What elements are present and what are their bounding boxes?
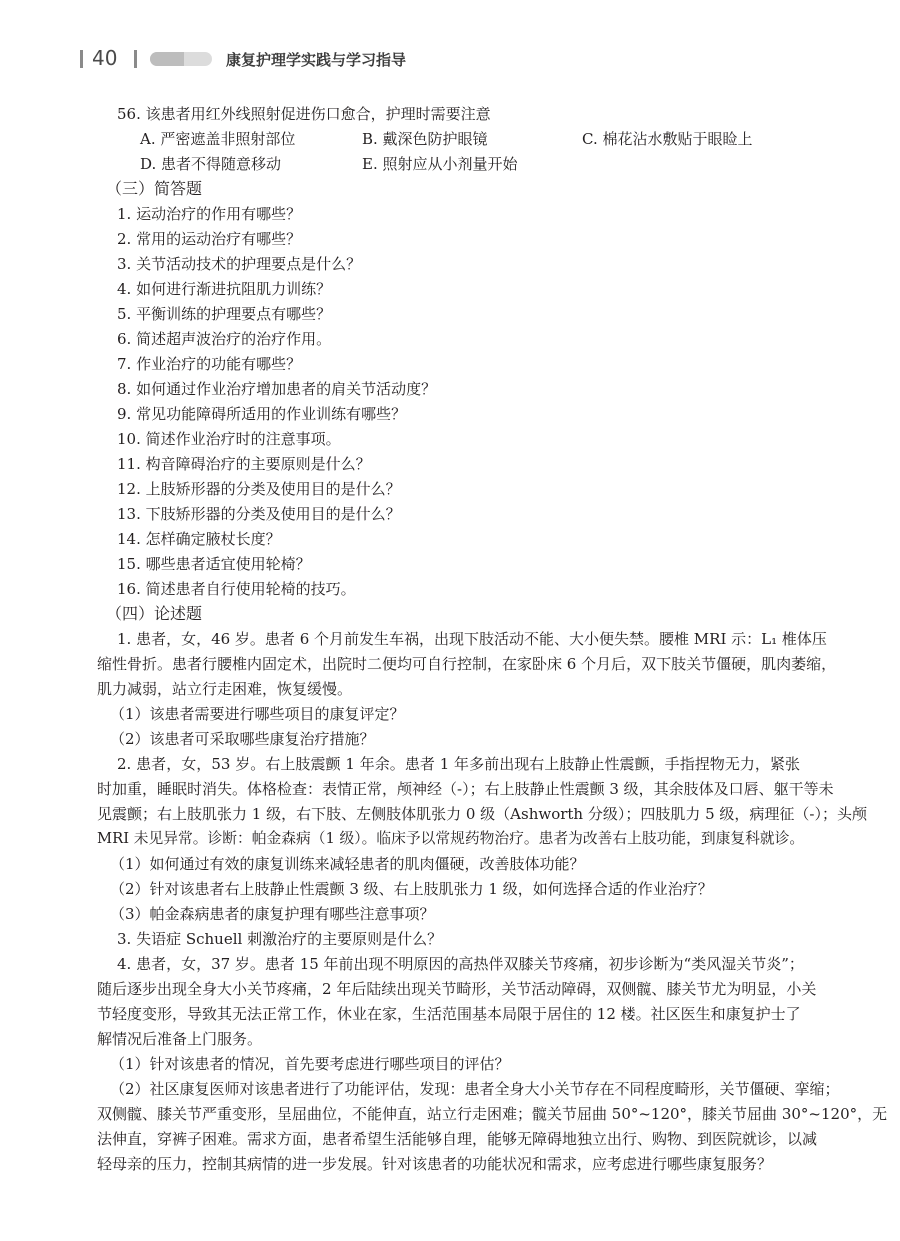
list-item: 9. 常见功能障碍所适用的作业训练有哪些？ [117,405,407,423]
paragraph-line: 3. 失语症 Schuell 刺激治疗的主要原则是什么？ [117,930,443,948]
paragraph-line: 肌力减弱，站立行走困难，恢复缓慢。 [97,680,353,698]
list-item: 16. 简述患者自行使用轮椅的技巧。 [117,580,356,598]
option-b: B. 戴深色防护眼镜 [362,130,488,148]
option-d: D. 患者不得随意移动 [140,155,282,173]
list-item: 10. 简述作业治疗时的注意事项。 [117,430,341,448]
paragraph-line: 1. 患者，女，46 岁。患者 6 个月前发生车祸，出现下肢活动不能、大小便失禁。腰椎 MRI 示：L₁ 椎体压 [117,630,827,648]
section-heading: （三）简答题 [106,179,203,198]
paragraph-line: 双侧髋、膝关节严重变形，呈屈曲位，不能伸直，站立行走困难；髋关节屈曲 50°~120°，膝关节屈曲 30°~120°，无 [97,1105,888,1123]
list-item: 13. 下肢矫形器的分类及使用目的是什么？ [117,505,401,523]
paragraph-line: 见震颤；右上肢肌张力 1 级，右下肢、左侧肢体肌张力 0 级（Ashworth 分级）；四肢肌力 5 级，病理征（-）；头颅 [97,805,867,823]
list-item: 14. 怎样确定腋杖长度？ [117,530,281,548]
list-item: 8. 如何通过作业治疗增加患者的肩关节活动度？ [117,380,437,398]
sub-question: （1）该患者需要进行哪些项目的康复评定？ [110,705,405,723]
list-item: 6. 简述超声波治疗的治疗作用。 [117,330,332,348]
option-a: A. 严密遮盖非照射部位 [140,130,296,148]
paragraph-line: 轻母亲的压力，控制其病情的进一步发展。针对该患者的功能状况和需求，应考虑进行哪些康复服务？ [97,1155,773,1173]
paragraph-line: 随后逐步出现全身大小关节疼痛，2 年后陆续出现关节畸形，关节活动障碍，双侧髋、膝关节尤为明显，小关 [97,980,817,998]
question-stem: 56. 该患者用红外线照射促进伤口愈合，护理时需要注意 [117,105,491,123]
page-number: 40 [92,46,118,70]
list-item: 2. 常用的运动治疗有哪些？ [117,230,302,248]
sub-question: （2）针对该患者右上肢静止性震颤 3 级、右上肢肌张力 1 级，如何选择合适的作业治疗？ [110,880,713,898]
sub-question: （3）帕金森病患者的康复护理有哪些注意事项？ [110,905,435,923]
sub-question: （1）如何通过有效的康复训练来减轻患者的肌肉僵硬，改善肢体功能？ [110,855,585,873]
list-item: 4. 如何进行渐进抗阻肌力训练？ [117,280,332,298]
option-c: C. 棉花沾水敷贴于眼睑上 [582,130,753,148]
page-header [0,0,900,100]
sub-question: （2）社区康复医师对该患者进行了功能评估，发现：患者全身大小关节存在不同程度畸形，关节僵硬、挛缩； [110,1080,840,1098]
paragraph-line: 缩性骨折。患者行腰椎内固定术，出院时二便均可自行控制，在家卧床 6 个月后，双下肢关节僵硬，肌肉萎缩， [97,655,837,673]
list-item: 7. 作业治疗的功能有哪些？ [117,355,302,373]
header-bar-left [80,50,83,68]
list-item: 11. 构音障碍治疗的主要原则是什么？ [117,455,371,473]
section-heading: （四）论述题 [106,604,203,623]
paragraph-line: 解情况后准备上门服务。 [97,1030,263,1048]
header-bar-right [134,50,137,68]
list-item: 3. 关节活动技术的护理要点是什么？ [117,255,362,273]
paragraph-line: 时加重，睡眠时消失。体格检查：表情正常，颅神经（-）；右上肢静止性震颤 3 级，其余肢体及口唇、躯干等未 [97,780,834,798]
sub-question: （1）针对该患者的情况，首先要考虑进行哪些项目的评估？ [110,1055,510,1073]
sub-question: （2）该患者可采取哪些康复治疗措施？ [110,730,375,748]
list-item: 12. 上肢矫形器的分类及使用目的是什么？ [117,480,401,498]
paragraph-line: 法伸直，穿裤子困难。需求方面，患者希望生活能够自理，能够无障碍地独立出行、购物、到医院就诊，以减 [97,1130,818,1148]
paragraph-line: 节轻度变形，导致其无法正常工作，休业在家，生活范围基本局限于居住的 12 楼。社区医生和康复护士了 [97,1005,801,1023]
option-e: E. 照射应从小剂量开始 [362,155,518,173]
book-title: 康复护理学实践与学习指导 [226,51,407,69]
header-pill-accent [150,52,184,66]
list-item: 5. 平衡训练的护理要点有哪些？ [117,305,332,323]
paragraph-line: MRI 未见异常。诊断：帕金森病（1 级）。临床予以常规药物治疗。患者为改善右上肢功能，到康复科就诊。 [97,830,805,847]
paragraph-line: 4. 患者，女，37 岁。患者 15 年前出现不明原因的高热伴双膝关节疼痛，初步诊断为“类风湿关节炎”； [117,955,804,973]
list-item: 1. 运动治疗的作用有哪些？ [117,205,302,223]
paragraph-line: 2. 患者，女，53 岁。右上肢震颤 1 年余。患者 1 年多前出现右上肢静止性震颤，手指捏物无力，紧张 [117,755,800,773]
list-item: 15. 哪些患者适宜使用轮椅？ [117,555,311,573]
